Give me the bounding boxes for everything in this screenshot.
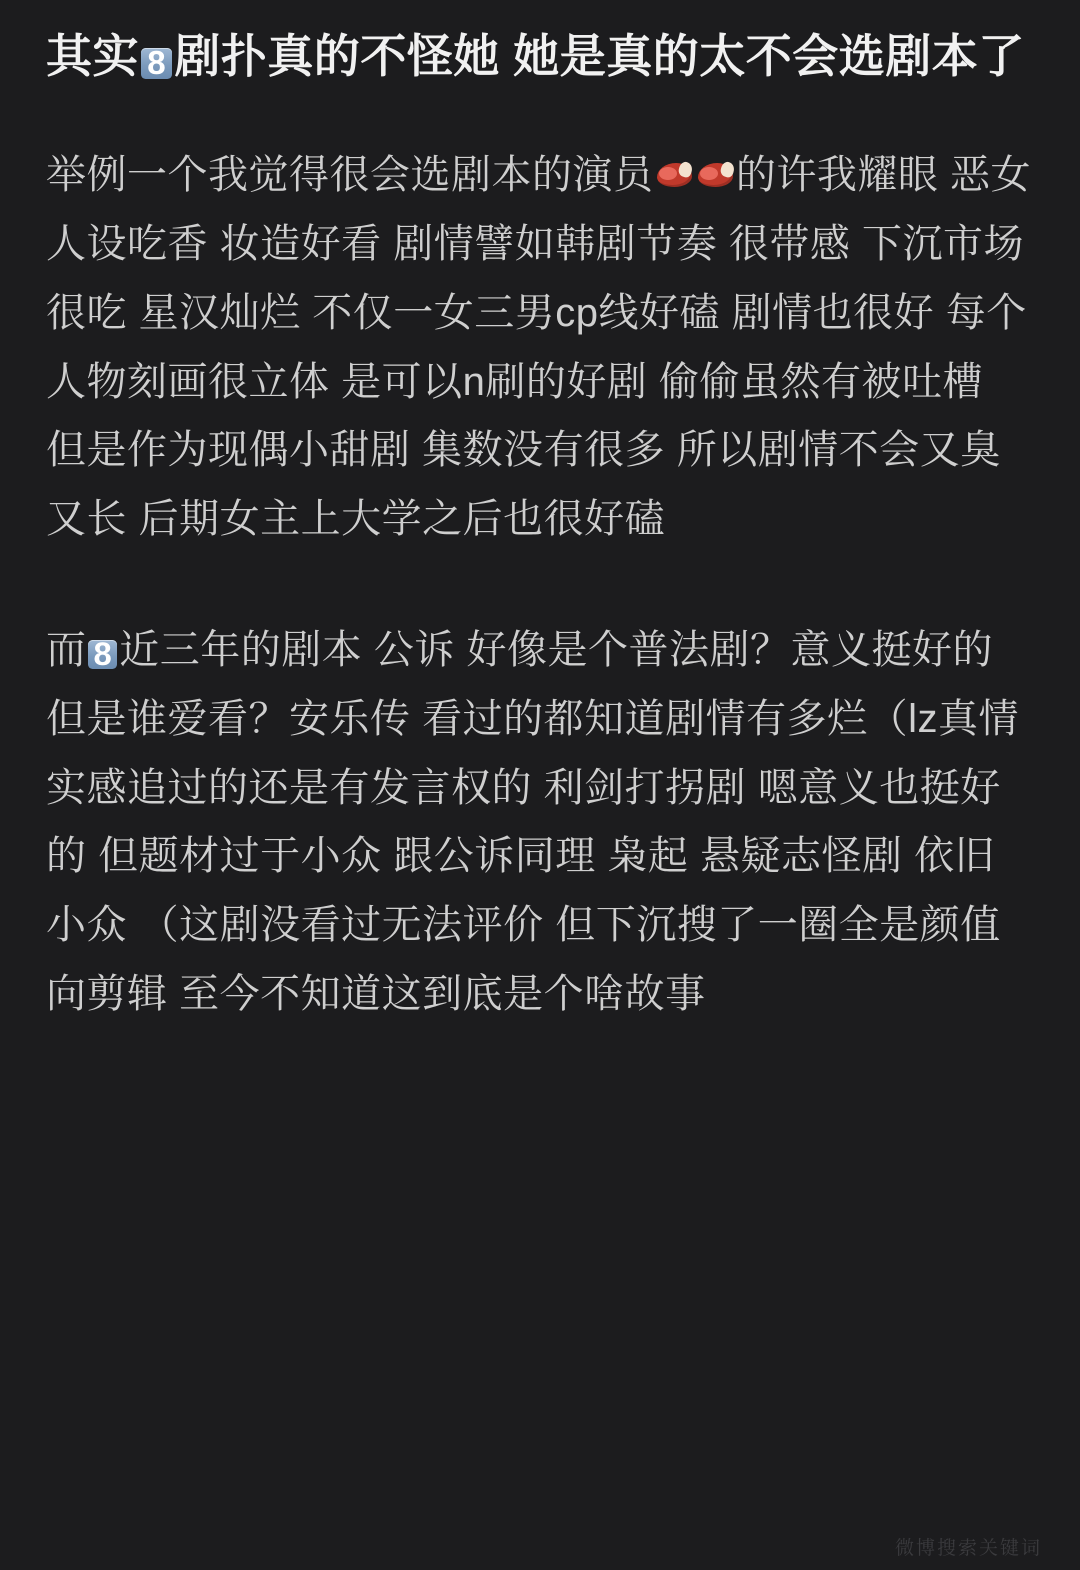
watermark: 微博搜索关键词 (894, 1538, 1042, 1559)
paragraph-1-text-end: 的许我耀眼 恶女人设吃香 妆造好看 剧情譬如韩剧节奏 很带感 下沉市场很吃 星汉灿烂 不仅一女三男cp线好磕 剧情也很好 每个人物刻画很立体 是可以n刷的好剧 偷偷虽然有被吐槽 但是作为现偶小甜剧 集数没有很多 所以剧情不会又臭又长 后期女主上大学之后也很好磕 (46, 153, 1031, 542)
cut-of-meat-emoji-icon (655, 161, 693, 190)
paragraph-1-text-start: 举例一个我觉得很会选剧本的演员 (46, 153, 654, 198)
paragraph-2-text-end: 近三年的剧本 公诉 好像是个普法剧？意义挺好的 但是谁爱看？安乐传 看过的都知道剧情有多烂（lz真情实感追过的还是有发言权的 利剑打拐剧 嗯意义也挺好的 但题材过于小众 跟公诉同理 枭起 悬疑志怪剧 依旧小众 （这剧没看过无法评价 但下沉搜了一圈全是颜值向剪辑 至今不知道这到底是个啥故事 (46, 627, 1019, 1016)
post-title (46, 26, 1034, 87)
post-paragraph-1 (46, 141, 1034, 554)
post-title-text-end: 剧扑真的不怪她 她是真的太不会选剧本了 (174, 30, 1025, 82)
paragraph-2-text-start: 而 (46, 627, 87, 672)
post-body (46, 141, 1034, 1029)
number-eight-emoji-icon: 8 (141, 48, 172, 79)
number-eight-emoji-icon-2: 8 (88, 640, 117, 669)
post-title-text-start: 其实 (46, 30, 139, 82)
cut-of-meat-emoji-icon-2 (696, 161, 734, 190)
post-paragraph-2 (46, 616, 1034, 1029)
